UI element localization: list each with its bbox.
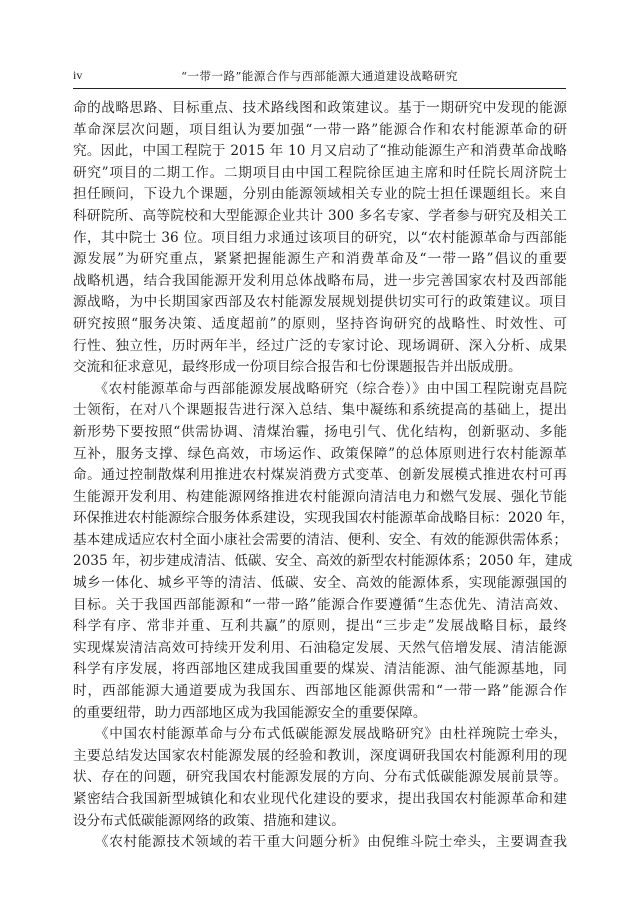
text-line: 交流和征求意见，最终形成一份项目综合报告和七份课题报告并出版成册。: [73, 359, 522, 376]
text-line: 作，其中院士 36 位。项目组力求通过该项目的研究，以“农村能源革命与西部能: [73, 229, 567, 246]
text-line: 2035 年，初步建成清洁、低碳、安全、高效的新型农村能源体系；2050 年，建成: [73, 553, 573, 570]
text-line: 科学有序、常非并重、互利共赢”的原则，提出“三步走”发展战略目标，最终: [73, 618, 567, 635]
text-line: 源发展”为研究重点，紧紧把握能源生产和消费革命及“一带一路”倡议的重要: [73, 251, 567, 268]
text-line: 命。通过控制散煤利用推进农村煤炭消费方式变革、创新发展模式推进农村可再: [73, 467, 567, 484]
text-line: 革命深层次问题，项目组认为要加强“一带一路”能源合作和农村能源革命的研: [73, 121, 567, 138]
text-line: 目标。关于我国西部能源和“一带一路”能源合作要遵循“生态优先、清洁高效、: [73, 596, 567, 613]
text-line: 科研院所、高等院校和大型能源企业共计 300 多名专家、学者参与研究及相关工: [73, 207, 567, 224]
text-line: 状、存在的问题，研究我国农村能源发展的方向、分布式低碳能源发展前景等。: [73, 769, 567, 786]
text-line: 主要总结发达国家农村能源发展的经验和教训，深度调研我国农村能源利用的现: [73, 747, 567, 764]
text-line: 新形势下要按照“供需协调、清煤治霾，扬电引气、优化结构，创新驱动、多能: [73, 423, 567, 440]
page-number: iv: [73, 68, 83, 82]
text-line: 《中国农村能源革命与分布式低碳能源发展战略研究》由杜祥琬院士牵头，: [73, 726, 567, 743]
text-line: 时，西部能源大通道要成为我国东、西部地区能源供需和“一带一路”能源合作: [73, 683, 567, 700]
page-header: [73, 66, 566, 89]
text-line: 士领衔，在对八个课题报告进行深入总结、集中凝练和系统提高的基础上，提出: [73, 402, 567, 419]
text-line: 的重要纽带，助力西部地区成为我国能源安全的重要保障。: [73, 704, 427, 721]
text-line: 紧密结合我国新型城镇化和农业现代化建设的要求，提出我国农村能源革命和建: [73, 791, 567, 807]
text-line: 《农村能源革命与西部能源发展战略研究（综合卷）》由中国工程院谢克昌院: [73, 380, 567, 397]
text-line: 战略机遇，结合我国能源开发利用总体战略布局，进一步完善国家农村及西部能: [73, 272, 567, 289]
text-line: 基本建成适应农村全面小康社会需要的清洁、便利、安全、有效的能源供需体系；: [73, 531, 567, 548]
text-line: 研究按照“服务决策、适度超前”的原则，坚持咨询研究的战略性、时效性、可: [73, 315, 567, 332]
text-line: 源战略，为中长期国家西部及农村能源发展规划提供切实可行的政策建议。项目: [73, 294, 567, 311]
text-line: 担任顾问，下设九个课题，分别由能源领域相关专业的院士担任课题组长。来自: [73, 186, 567, 203]
text-line: 命的战略思路、目标重点、技术路线图和政策建议。基于一期研究中发现的能源: [73, 100, 567, 116]
text-line: 生能源开发利用、构建能源网络推进农村能源向清洁电力和燃气发展、强化节能: [73, 488, 567, 505]
text-line: 城乡一体化、城乡平等的清洁、低碳、安全、高效的能源体系，实现能源强国的: [73, 575, 567, 592]
text-line: 科学有序发展，将西部地区建成我国重要的煤炭、清洁能源、油气能源基地，同: [73, 661, 567, 678]
text-line: 究。因此，中国工程院于 2015 年 10 月又启动了“推动能源生产和消费革命战略: [73, 143, 567, 160]
body-text: [73, 98, 575, 854]
text-line: 实现煤炭清洁高效可持续开发利用、石油稳定发展、天然气倍增发展、清洁能源: [73, 639, 567, 656]
text-line: 行性、独立性，历时两年半，经过广泛的专家讨论、现场调研、深入分析、成果: [73, 337, 567, 354]
text-line: 设分布式低碳能源网络的政策、措施和建议。: [73, 812, 345, 829]
text-line: 环保推进农村能源综合服务体系建设，实现我国农村能源革命战略目标：2020 年，: [73, 510, 575, 527]
text-line: 互补，服务支撑、绿色高效，市场运作、政策保障”的总体原则进行农村能源革: [73, 445, 567, 462]
running-title: “一带一路”能源合作与西部能源大通道建设战略研究: [181, 69, 458, 83]
text-line: 研究”项目的二期工作。二期项目由中国工程院徐匡迪主席和时任院长周济院士: [73, 164, 567, 181]
text-line: 《农村能源技术领域的若干重大问题分析》由倪维斗院士牵头，主要调查我: [73, 834, 567, 851]
